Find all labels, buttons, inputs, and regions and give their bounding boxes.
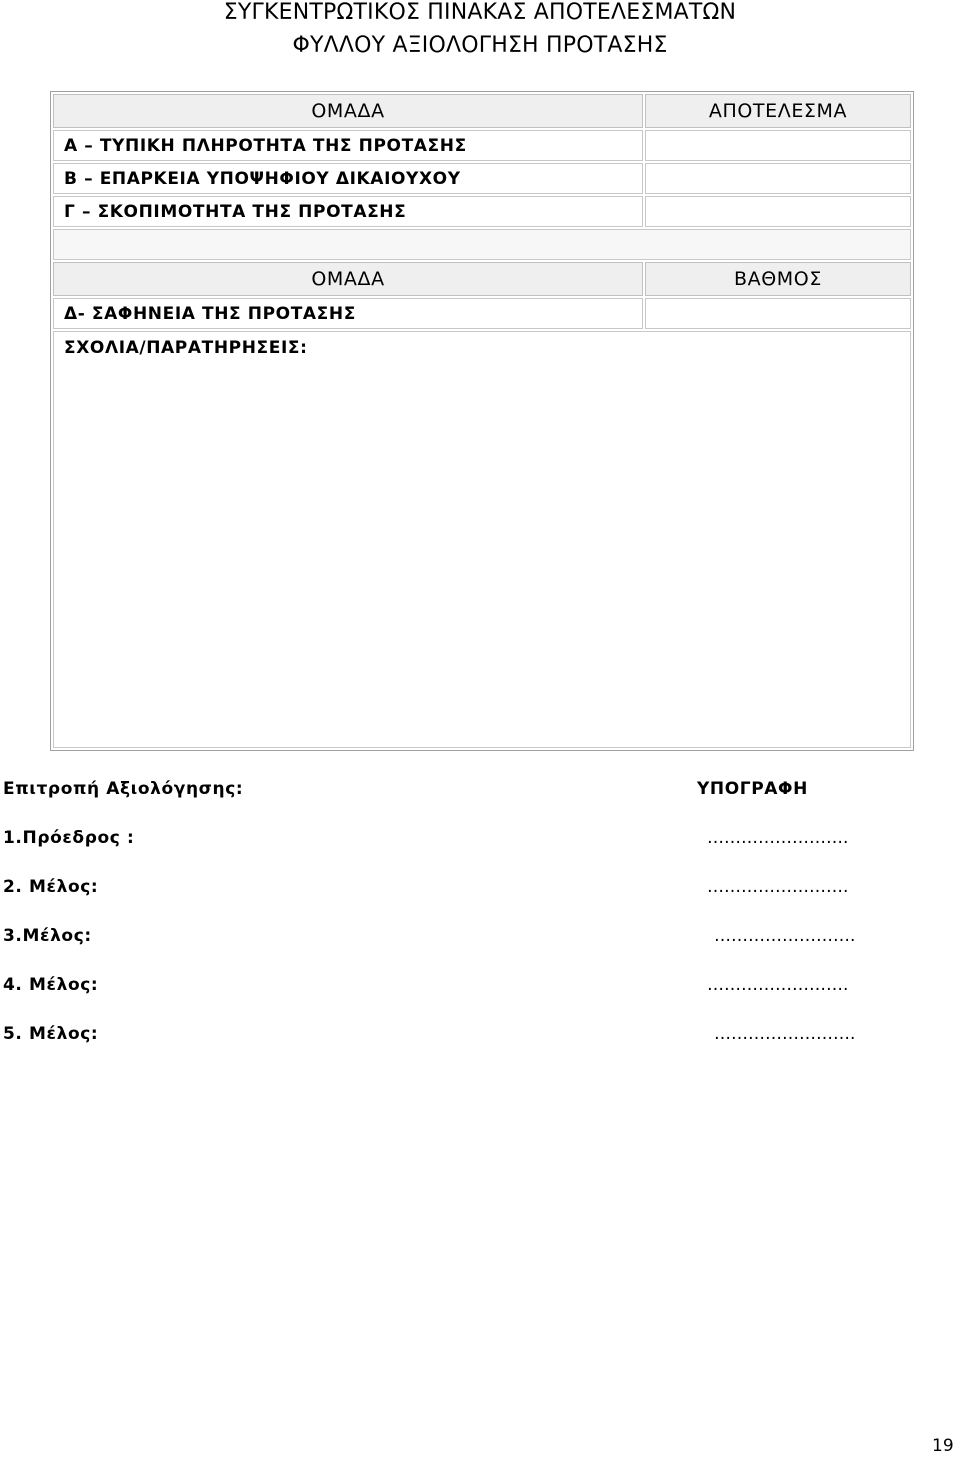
member-row-5	[0, 1024, 960, 1048]
member-label: 3.Μέλος:	[3, 926, 92, 946]
signature-line[interactable]: …………………….	[707, 975, 849, 995]
table-row	[53, 196, 911, 227]
table-header-row	[53, 262, 911, 296]
evaluation-summary-table	[50, 91, 914, 751]
comments-label: ΣΧΟΛΙΑ/ΠΑΡΑΤΗΡΗΣΕΙΣ:	[64, 338, 308, 358]
criterion-b: Β – ΕΠΑΡΚΕΙΑ ΥΠΟΨΗΦΙΟΥ ΔΙΚΑΙΟΥΧΟΥ	[53, 163, 643, 194]
criterion-c: Γ – ΣΚΟΠΙΜΟΤΗΤΑ ΤΗΣ ΠΡΟΤΑΣΗΣ	[53, 196, 643, 227]
page-number: 19	[932, 1436, 954, 1456]
criterion-d: Δ- ΣΑΦΗΝΕΙΑ ΤΗΣ ΠΡΟΤΑΣΗΣ	[53, 298, 643, 329]
criterion-a: Α – ΤΥΠΙΚΗ ΠΛΗΡΟΤΗΤΑ ΤΗΣ ΠΡΟΤΑΣΗΣ	[53, 130, 643, 161]
comments-cell[interactable]	[53, 331, 911, 748]
score-cell-d[interactable]	[645, 298, 911, 329]
member-row-4	[0, 975, 960, 999]
table-row	[53, 163, 911, 194]
comments-row	[53, 331, 911, 748]
table-row	[53, 130, 911, 161]
table-header-row	[53, 94, 911, 128]
member-label: 4. Μέλος:	[3, 975, 99, 995]
signature-line[interactable]: …………………….	[714, 926, 856, 946]
section-spacer	[53, 229, 911, 260]
member-row-president	[0, 828, 960, 852]
document-title-line1: ΣΥΓΚΕΝΤΡΩΤΙΚΟΣ ΠΙΝΑΚΑΣ ΑΠΟΤΕΛΕΣΜΑΤΩΝ	[223, 0, 737, 25]
group-header: ΟΜΑΔΑ	[53, 94, 643, 128]
result-header: ΑΠΟΤΕΛΕΣΜΑ	[645, 94, 911, 128]
member-row-2	[0, 877, 960, 901]
signature-label: ΥΠΟΓΡΑΦΗ	[697, 779, 808, 799]
section-spacer-row	[53, 229, 911, 260]
result-cell-a[interactable]	[645, 130, 911, 161]
signature-line[interactable]: …………………….	[707, 877, 849, 897]
signature-line[interactable]: …………………….	[707, 828, 849, 848]
document-title-line2: ΦΥΛΛΟΥ ΑΞΙΟΛΟΓΗΣΗ ΠΡΟΤΑΣΗΣ	[292, 33, 668, 58]
member-label: 2. Μέλος:	[3, 877, 99, 897]
member-row-3	[0, 926, 960, 950]
committee-label: Επιτροπή Αξιολόγησης:	[3, 779, 244, 799]
signature-line[interactable]: …………………….	[714, 1024, 856, 1044]
result-cell-c[interactable]	[645, 196, 911, 227]
member-label: 1.Πρόεδρος :	[3, 828, 135, 848]
score-header: ΒΑΘΜΟΣ	[645, 262, 911, 296]
group-header-2: ΟΜΑΔΑ	[53, 262, 643, 296]
table-row	[53, 298, 911, 329]
member-label: 5. Μέλος:	[3, 1024, 99, 1044]
result-cell-b[interactable]	[645, 163, 911, 194]
